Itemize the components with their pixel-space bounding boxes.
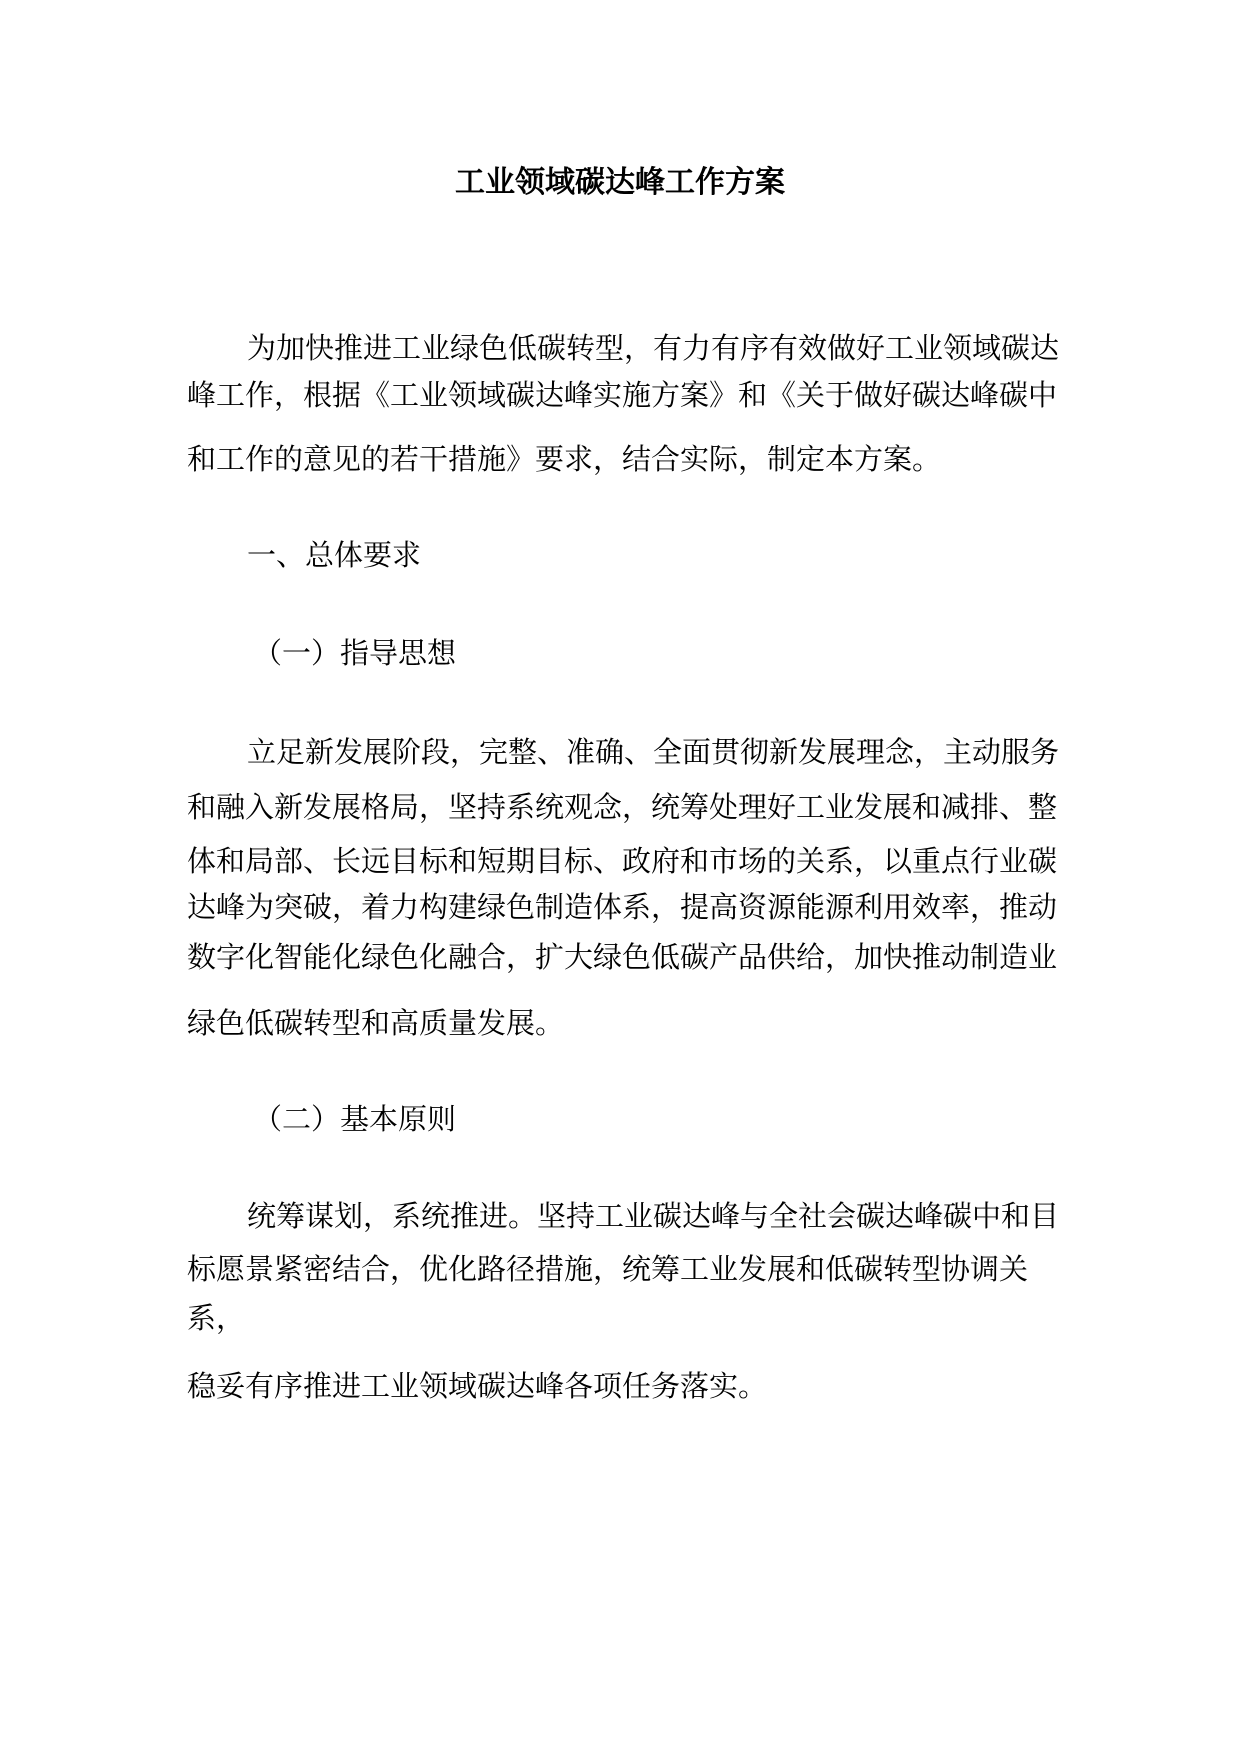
document-title: 工业领域碳达峰工作方案	[455, 165, 785, 200]
guiding-line-3: 体和局部、长远目标和短期目标、政府和市场的关系，以重点行业碳	[187, 844, 1058, 878]
guiding-line-5: 数字化智能化绿色化融合，扩大绿色低碳产品供给，加快推动制造业	[187, 940, 1058, 974]
guiding-line-6: 绿色低碳转型和高质量发展。	[187, 1006, 565, 1040]
intro-line-3: 和工作的意见的若干措施》要求，结合实际，制定本方案。	[187, 442, 942, 476]
guiding-line-4: 达峰为突破，着力构建绿色制造体系，提高资源能源利用效率，推动	[187, 890, 1058, 924]
guiding-line-2: 和融入新发展格局，坚持系统观念，统筹处理好工业发展和减排、整	[187, 790, 1058, 824]
section-heading-1: 一、总体要求	[247, 538, 422, 572]
principle-line-3: 系，	[187, 1301, 246, 1335]
principle-line-4: 稳妥有序推进工业领域碳达峰各项任务落实。	[187, 1369, 768, 1403]
intro-line-1: 为加快推进工业绿色低碳转型，有力有序有效做好工业领域碳达	[247, 331, 1060, 365]
guiding-line-1: 立足新发展阶段，完整、准确、全面贯彻新发展理念，主动服务	[247, 735, 1060, 769]
subsection-heading-2: （二）基本原则	[253, 1102, 457, 1136]
intro-line-2: 峰工作，根据《工业领域碳达峰实施方案》和《关于做好碳达峰碳中	[187, 378, 1058, 412]
subsection-heading-1: （一）指导思想	[253, 636, 457, 670]
principle-line-1: 统筹谋划，系统推进。坚持工业碳达峰与全社会碳达峰碳中和目	[247, 1199, 1060, 1233]
principle-line-2: 标愿景紧密结合，优化路径措施，统筹工业发展和低碳转型协调关	[187, 1252, 1029, 1286]
